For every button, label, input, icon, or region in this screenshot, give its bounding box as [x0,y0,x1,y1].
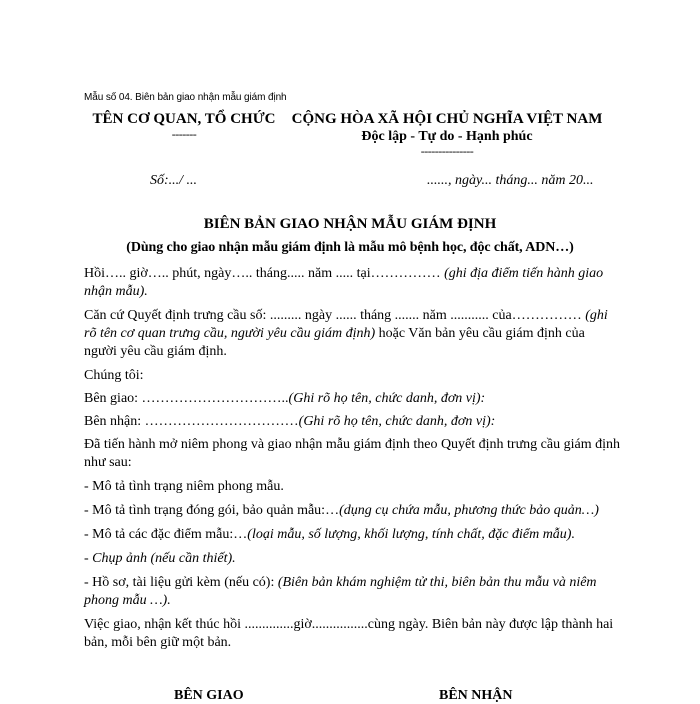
motto-divider: --------------- [420,144,474,158]
paragraph-giver: Bên giao: …………………………..(Ghi rõ họ tên, chức danh, đơn vị): [84,391,486,406]
list-item-attachments: - Hồ sơ, tài liệu gửi kèm (nếu có): (Biên bản khám nghiệm tử thi, biên bản thu mẫu và niêm phong mẫu …). [84,575,597,608]
list-item-packaging: - Mô tả tình trạng đóng gói, bảo quản mẫu:…(dụng cụ chứa mẫu, phương thức bảo quản…) [84,503,599,518]
paragraph-process: Đã tiến hành mở niêm phong và giao nhận mẫu giám định theo Quyết định trưng cầu giám định như sau: [84,437,620,470]
signature-giver: BÊN GIAO [174,688,244,703]
document-body [84,265,620,658]
document-title: BIÊN BẢN GIAO NHẬN MẪU GIÁM ĐỊNH [203,216,497,232]
document-date: ......, ngày... tháng... năm 20... [427,173,594,188]
paragraph-we: Chúng tôi: [84,368,144,383]
list-item-photo: - Chụp ảnh (nếu cần thiết). [84,551,236,566]
list-item-seal-status: - Mô tả tình trạng niêm phong mẫu. [84,479,284,494]
form-number: Mẫu số 04. Biên bản giao nhận mẫu giám định [84,92,287,103]
national-header [282,110,612,157]
paragraph-legal-basis: Căn cứ Quyết định trưng cầu số: ......... ngày ...... tháng ....... năm ........... của…………… (ghi rõ tên cơ quan trưng cầu, người yêu cầu giám định) hoặc Văn bản yêu cầu giám định của người yêu cầu giám định. [84,308,608,359]
organization-name: TÊN CƠ QUAN, TỔ CHỨC [92,111,276,127]
signature-receiver: BÊN NHẬN [439,688,513,703]
document-subtitle: (Dùng cho giao nhận mẫu giám định là mẫu mô bệnh học, độc chất, ADN…) [126,240,574,255]
paragraph-conclusion: Việc giao, nhận kết thúc hồi ..............giờ................cùng ngày. Biên bản này được lập thành hai bản, mỗi bên giữ một bản. [84,617,614,650]
organization-header [84,110,284,140]
document-number: Số:.../ ... [150,173,198,188]
national-motto: Độc lập - Tự do - Hạnh phúc [361,129,533,144]
country-name: CỘNG HÒA XÃ HỘI CHỦ NGHĨA VIỆT NAM [291,111,603,127]
paragraph-receiver: Bên nhận: ……………………………(Ghi rõ họ tên, chức danh, đơn vị): [84,414,496,429]
list-item-sample-features: - Mô tả các đặc điểm mẫu:…(loại mẫu, số lượng, khối lượng, tính chất, đặc điểm mẫu). [84,527,575,542]
paragraph-time-place: Hồi….. giờ….. phút, ngày….. tháng..... năm ..... tại…………… (ghi địa điểm tiến hành giao nhận mẫu). [84,266,604,299]
organization-divider: ------- [171,127,197,141]
